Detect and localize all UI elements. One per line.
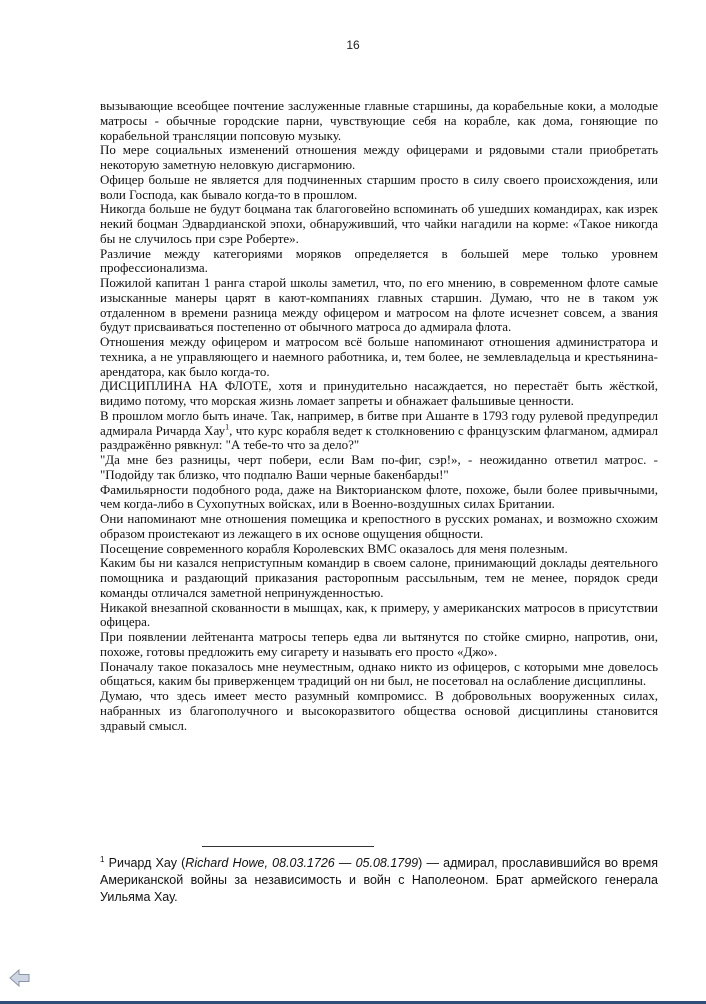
paragraph: Офицер больше не является для подчиненных старшим просто в силу своего происхождения, или воли Господа, как бывало когда-то в прошлом. bbox=[100, 171, 658, 202]
paragraph bbox=[100, 409, 658, 453]
back-arrow-icon-graphic bbox=[8, 968, 32, 988]
page-number: 16 bbox=[346, 38, 360, 52]
paragraph: "Да мне без разницы, черт побери, если Вам по-фиг, сэр!», - неожиданно ответил матрос. - "Подойду так близко, что подпалю Ваши черные бакенбарды!" bbox=[100, 452, 658, 482]
footnote-dates: 08.03.1726 — 05.08.1799 bbox=[267, 856, 419, 870]
footnote bbox=[100, 855, 658, 906]
paragraph: Различие между категориями моряков определяется в большей мере только уровнем профессионализма. bbox=[100, 245, 658, 276]
footnote-divider bbox=[202, 846, 374, 847]
body-text bbox=[100, 99, 658, 733]
footnote-reference[interactable]: 1 bbox=[225, 422, 230, 432]
paragraph: ДИСЦИПЛИНА НА ФЛОТЕ, хотя и принудительно насаждается, но перестаёт быть жёсткой, видимо потому, что морская жизнь ломает запреты и обнажает фальшивые ценности. bbox=[100, 378, 658, 408]
paragraph: Каким бы ни казался неприступным командир в своем салоне, принимающий доклады деятельного помощника и раздающий приказания расторопным рассыльным, тем не менее, порядок среди команды отличался заметной непринужденностью. bbox=[100, 555, 658, 600]
paragraph: По мере социальных изменений отношения между офицерами и рядовыми стали приобретать некоторую заметную неловкую дисгармонию. bbox=[100, 142, 658, 172]
paragraph: Пожилой капитан 1 ранга старой школы заметил, что, по его мнению, в современном флоте самые изысканные манеры царят в кают-компаниях главных старшин. Думаю, что не в таком уж отдаленном в времени разница между офицером и матросом на флоте исчезнет совсем, а звания будут присваиваться постепенно от обычного матроса до адмирала флота. bbox=[100, 275, 658, 335]
footnote-text: ) — адмирал, прославившийся во время Американской войны за независимость и войн с Наполеоном. Брат армейского генерала Уильяма Хау. bbox=[100, 856, 658, 904]
paragraph: Никакой внезапной скованности в мышцах, как, к примеру, у американских матросов в присутствии офицера. bbox=[100, 599, 658, 630]
paragraph: вызывающие всеобщее почтение заслуженные главные старшины, да корабельные коки, а молодые матросы - обычные городские парни, чувствующие себя на корабле, как дома, гоняющие по корабельной трансляции попсовую музыку. bbox=[100, 98, 658, 143]
paragraph: Фамильярности подобного рода, даже на Викторианском флоте, похоже, были более привычными, чем когда-либо в Сухопутных войсках, или в Военно-воздушных силах Британии. bbox=[100, 481, 658, 512]
paragraph: Отношения между офицером и матросом всё больше напоминают отношения администратора и техника, а не управляющего и наемного работника, и, тем более, не землевладельца и крестьянина-арендатора, как было когда-то. bbox=[100, 334, 658, 379]
paragraph: Никогда больше не будут боцмана так благоговейно вспоминать об ушедших командирах, как изрек некий боцман Эдвардианской эпохи, обнаруживший, что чайки нагадили на корме: «Такое никогда бы не случилось при сэре Роберте». bbox=[100, 201, 658, 246]
paragraph: Они напоминают мне отношения помещика и крепостного в русских романах, и возможно схожим образом проистекают из лежащего в их основе ощущения общности. bbox=[100, 511, 658, 541]
back-arrow-icon[interactable] bbox=[8, 968, 32, 988]
paragraph: Посещение современного корабля Королевских ВМС оказалось для меня полезным. bbox=[100, 540, 568, 556]
paragraph-text: , что курс корабля ведет к столкновению с французским флагманом, адмирал раздражённо рявкнул: "А тебе-то что за дело?" bbox=[100, 422, 658, 453]
footnote-marker: 1 bbox=[100, 854, 105, 864]
paragraph-text: В прошлом могло быть иначе. Так, например, в битве при Ашанте в 1793 году рулевой предупредил адмирала Ричарда Хау bbox=[100, 407, 658, 438]
paragraph: Думаю, что здесь имеет место разумный компромисс. В добровольных вооруженных силах, набранных из благополучного и высокоразвитого общества основой дисциплины становится здравый смысл. bbox=[100, 688, 658, 733]
paragraph: При появлении лейтенанта матросы теперь едва ли вытянутся по стойке смирно, напротив, они, похоже, готовы предложить ему сигарету и называть его просто «Джо». bbox=[100, 629, 658, 659]
footnote-name: Ричард Хау ( bbox=[104, 856, 186, 870]
footnote-name-en: Richard Howe, bbox=[185, 856, 268, 870]
paragraph: Поначалу такое показалось мне неуместным, однако никто из офицеров, с которыми мне довелось общаться, каким бы приверженцем традиций он ни был, не посетовал на ослабление дисциплины. bbox=[100, 658, 658, 689]
